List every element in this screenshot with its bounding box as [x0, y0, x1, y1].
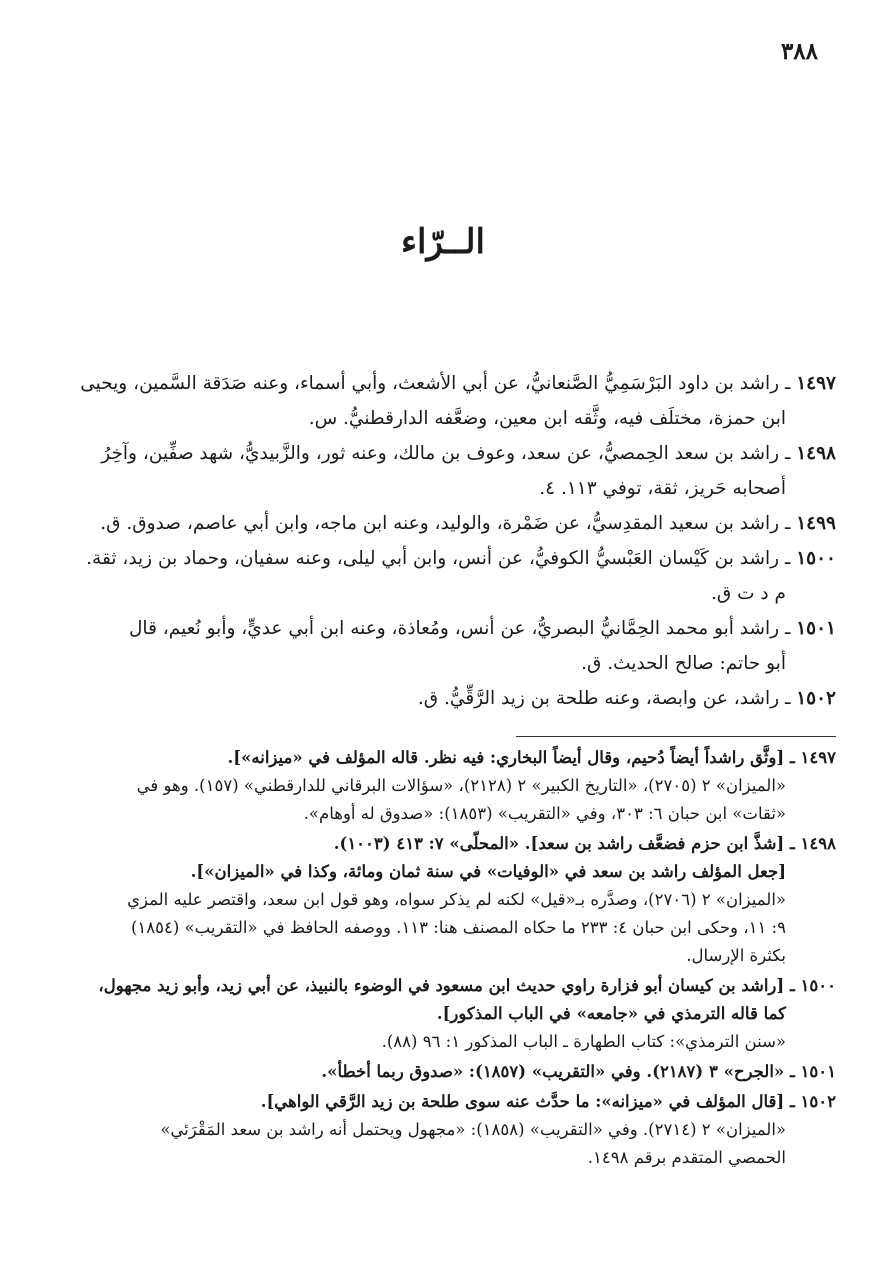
footnote: [38, 830, 836, 970]
footnote-line: «سنن الترمذي»: كتاب الطهارة ـ الباب المذكور ١: ٩٦ (٨٨).: [381, 1032, 786, 1051]
footnote-text: «الجرح» ٣ (٢١٨٧). وفي «التقريب» (١٨٥٧): «صدوق ربما أخطأ».: [321, 1062, 785, 1081]
footnote-line: ٩: ١١، وحكى ابن حبان ٤: ٢٣٣ ما حكاه المصنف هنا: ١١٣. ووصفه الحافظ في «التقريب» (١٨٥٤): [130, 918, 786, 937]
entry-text: راشد بن سعد الحِمصيُّ، عن سعد، وعوف بن مالك، وعنه ثور، والزَّبيديُّ، شهد صفِّين، وآخِرُ: [101, 443, 780, 464]
footnote-text: [راشد بن كيسان أبو فزارة راوي حديث ابن مسعود في الوضوء بالنبيذ، عن أبي زيد، وأبو زيد مجهول،: [98, 976, 785, 995]
footnote: [38, 972, 836, 1056]
footnote-text: [قال المؤلف في «ميزانه»: ما حدَّث عنه سوى طلحة بن زيد الرَّقي الواهي].: [260, 1092, 785, 1111]
entry-text: راشد، عن وابصة، وعنه طلحة بن زيد الرَّقِّيُّ. ق.: [417, 688, 780, 709]
footnote-head: ١٤٩٧ ـ [وثَّق راشداً أيضاً دُحيم، وقال أيضاً البخاري: فيه نظر. قاله المؤلف في «ميزانه»].: [227, 748, 836, 767]
entry-number: ١٤٩٨: [796, 443, 836, 464]
footnote-divider: [516, 736, 836, 737]
footnote-line: [جعل المؤلف راشد بن سعد في «الوفيات» في سنة ثمان ومائة، وكذا في «الميزان»].: [190, 862, 786, 881]
entry: ١٥٠٢ ـ راشد، عن وابصة، وعنه طلحة بن زيد الرَّقِّيُّ. ق.: [417, 688, 836, 709]
page-number: ٣٨٨: [780, 38, 818, 65]
footnote-line: كما قاله الترمذي في «جامعه» في الباب المذكور].: [436, 1004, 786, 1023]
entry-number: ١٥٠٢: [796, 688, 836, 709]
entry-text-continued: م د ت ق.: [711, 583, 786, 604]
entry-number: ١٤٩٧: [796, 373, 836, 394]
entry-text: راشد بن كَيْسان العَبْسيُّ الكوفيُّ، عن أنس، وابن أبي ليلى، وعنه سفيان، وحماد بن زيد، ثقة.: [86, 548, 780, 569]
entry-number: ١٥٠١: [796, 618, 836, 639]
footnote-head: ١٤٩٨ ـ [شذَّ ابن حزم فضعَّف راشد بن سعد]. «المحلّى» ٧: ٤١٣ (١٠٠٣).: [333, 834, 836, 853]
footnote-number: ١٥٠١: [800, 1062, 836, 1081]
footnotes: [38, 744, 836, 1174]
footnote-number: ١٤٩٨: [800, 834, 836, 853]
footnote: [38, 744, 836, 828]
entry-text: راشد بن داود البَرْسَمِيُّ الصَّنعانيُّ، عن أبي الأشعث، وأبي أسماء، وعنه صَدَقة السَّمين، ويحيى: [80, 373, 780, 394]
footnote-number: ١٥٠٠: [800, 976, 836, 995]
entry-text: راشد أبو محمد الحِمَّانيُّ البصريُّ، عن أنس، ومُعاذة، وعنه ابن أبي عديٍّ، وأبو نُعيم، قال: [128, 618, 780, 639]
footnote-text: [شذَّ ابن حزم فضعَّف راشد بن سعد]. «المحلّى» ٧: ٤١٣ (١٠٠٣).: [333, 834, 785, 853]
footnote-head: ١٥٠١ ـ «الجرح» ٣ (٢١٨٧). وفي «التقريب» (١٨٥٧): «صدوق ربما أخطأ».: [321, 1062, 836, 1081]
entry-text-continued: أبو حاتم: صالح الحديث. ق.: [581, 653, 786, 674]
footnote: [38, 1088, 836, 1172]
footnote-line: «الميزان» ٢ (٢٧١٤). وفي «التقريب» (١٨٥٨): «مجهول ويحتمل أنه راشد بن سعد المَقْرَئي»: [160, 1120, 786, 1139]
entry-text-continued: ابن حمزة، مختلَف فيه، وثَّقه ابن معين، وضعَّفه الدارقطنيُّ. س.: [308, 408, 786, 429]
footnote-line: الحمصي المتقدم برقم ١٤٩٨.: [587, 1148, 786, 1167]
entry: ١٤٩٩ ـ راشد بن سعيد المقدِسيُّ، عن ضَمْرة، والوليد، وعنه ابن ماجه، وابن أبي عاصم، صدوق. ق.: [100, 513, 836, 534]
footnote-line: بكثرة الإرسال.: [686, 946, 786, 965]
entry-number: ١٥٠٠: [796, 548, 836, 569]
entry: ١٥٠٠ ـ راشد بن كَيْسان العَبْسيُّ الكوفيُّ، عن أنس، وابن أبي ليلى، وعنه سفيان، وحماد بن زيد، ثقة. م د ت ق.: [38, 541, 836, 611]
footnote-line: «الميزان» ٢ (٢٧٠٦)، وصدَّره بـ«قيل» لكنه لم يذكر سواه، وهو قول ابن سعد، واقتصر عليه المزي: [127, 890, 786, 909]
entry: ١٤٩٧ ـ راشد بن داود البَرْسَمِيُّ الصَّنعانيُّ، عن أبي الأشعث، وأبي أسماء، وعنه صَدَقة السَّمين، ويحيى ابن حمزة، مختلَف فيه، وثَّقه ابن معين، وضعَّفه الدارقطنيُّ. س.: [38, 366, 836, 436]
entry: ١٤٩٨ ـ راشد بن سعد الحِمصيُّ، عن سعد، وعوف بن مالك، وعنه ثور، والزَّبيديُّ، شهد صفِّين، وآخِرُ أصحابه حَريز، ثقة، توفي ١١٣. ٤.: [38, 436, 836, 506]
entry-number: ١٤٩٩: [796, 513, 836, 534]
entry-text-continued: أصحابه حَريز، ثقة، توفي ١١٣. ٤.: [539, 478, 786, 499]
biography-entries: [38, 366, 836, 716]
footnote-number: ١٥٠٢: [800, 1092, 836, 1111]
footnote-text: [وثَّق راشداً أيضاً دُحيم، وقال أيضاً البخاري: فيه نظر. قاله المؤلف في «ميزانه»].: [227, 748, 785, 767]
footnote-line: «الميزان» ٢ (٢٧٠٥)، «التاريخ الكبير» ٢ (٢١٢٨)، «سؤالات البرقاني للدارقطني» (١٥٧). وهو في: [136, 776, 786, 795]
footnote-number: ١٤٩٧: [800, 748, 836, 767]
entry: ١٥٠١ ـ راشد أبو محمد الحِمَّانيُّ البصريُّ، عن أنس، ومُعاذة، وعنه ابن أبي عديٍّ، وأبو نُعيم، قال أبو حاتم: صالح الحديث. ق.: [38, 611, 836, 681]
footnote-head: ١٥٠٢ ـ [قال المؤلف في «ميزانه»: ما حدَّث عنه سوى طلحة بن زيد الرَّقي الواهي].: [260, 1092, 836, 1111]
section-title: الــرّاء: [401, 222, 485, 262]
footnote-head: ١٥٠٠ ـ [راشد بن كيسان أبو فزارة راوي حديث ابن مسعود في الوضوء بالنبيذ، عن أبي زيد، وأبو زيد مجهول،: [98, 976, 836, 995]
footnote-line: «ثقات» ابن حبان ٦: ٣٠٣، وفي «التقريب» (١٨٥٣): «صدوق له أوهام».: [303, 804, 786, 823]
footnote: [38, 1058, 836, 1086]
entry-text: راشد بن سعيد المقدِسيُّ، عن ضَمْرة، والوليد، وعنه ابن ماجه، وابن أبي عاصم، صدوق. ق.: [100, 513, 780, 534]
